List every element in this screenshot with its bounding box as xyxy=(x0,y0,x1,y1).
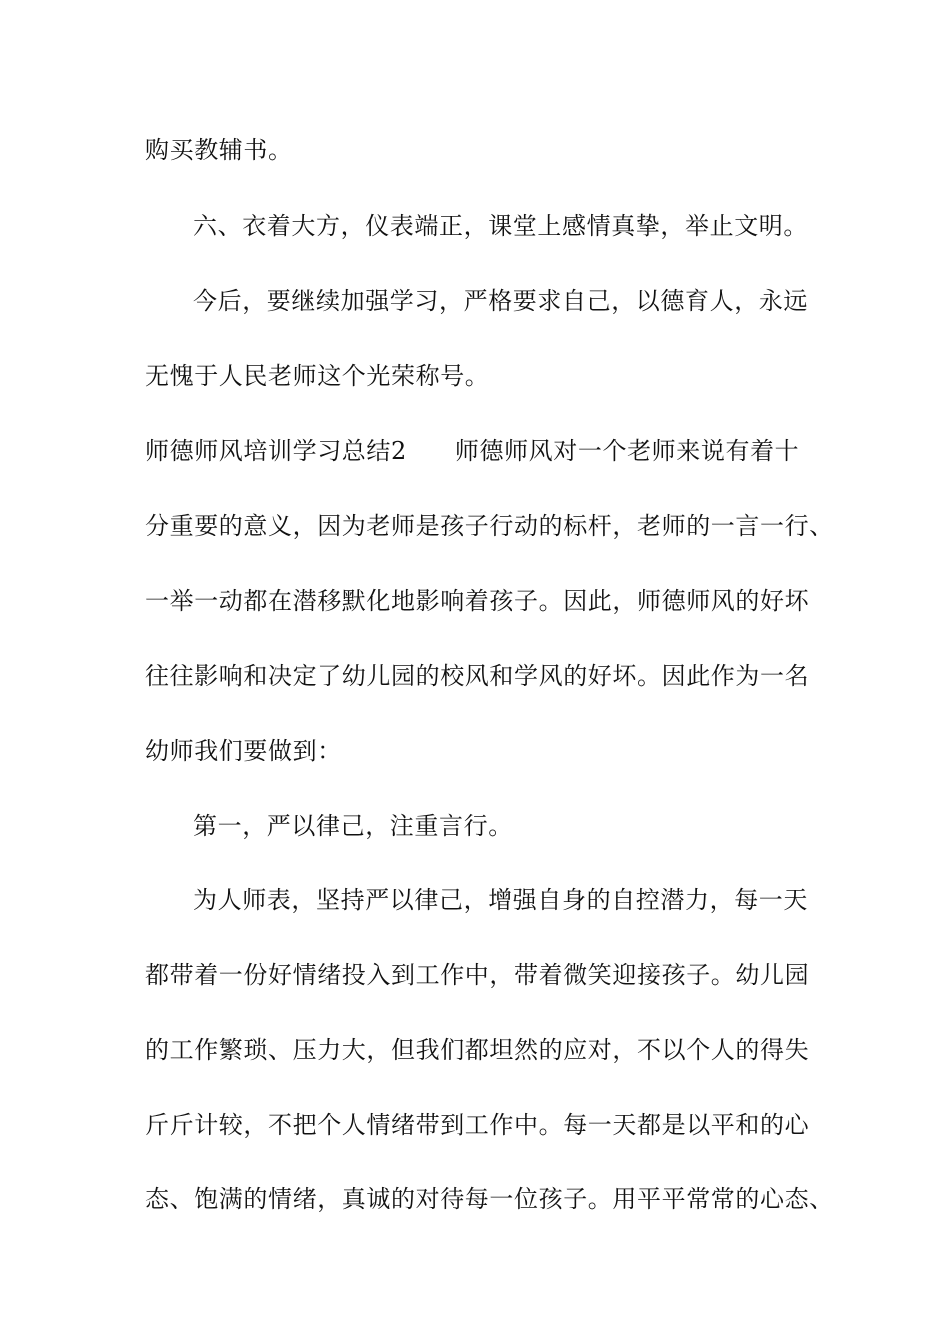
paragraph-line: 为人师表，坚持严以律己，增强自身的自控潜力，每一天 xyxy=(193,886,808,914)
paragraph-line: 购买教辅书。 xyxy=(145,136,293,164)
paragraph-line: 幼师我们要做到： xyxy=(145,737,342,765)
section-heading: 师德师风培训学习总结2 xyxy=(145,437,407,465)
paragraph-line: 分重要的意义，因为老师是孩子行动的标杆，老师的一言一行、 xyxy=(145,512,834,540)
paragraph-line: 都带着一份好情绪投入到工作中，带着微笑迎接孩子。幼儿园 xyxy=(145,961,810,989)
section-lead-text: 师德师风对一个老师来说有着十 xyxy=(454,437,800,465)
paragraph-line: 往往影响和决定了幼儿园的校风和学风的好坏。因此作为一名 xyxy=(145,662,810,690)
paragraph-line: 第一，严以律己，注重言行。 xyxy=(193,812,513,840)
paragraph-line: 无愧于人民老师这个光荣称号。 xyxy=(145,362,490,390)
section-heading-line xyxy=(145,436,799,466)
paragraph-line: 态、饱满的情绪，真诚的对待每一位孩子。用平平常常的心态、 xyxy=(145,1185,834,1213)
paragraph-line: 斤斤计较，不把个人情绪带到工作中。每一天都是以平和的心 xyxy=(145,1111,810,1139)
paragraph-line: 的工作繁琐、压力大，但我们都坦然的应对，不以个人的得失 xyxy=(145,1036,810,1064)
paragraph-line: 今后，要继续加强学习，严格要求自己，以德育人，永远 xyxy=(193,287,808,315)
paragraph-line: 一举一动都在潜移默化地影响着孩子。因此，师德师风的好坏 xyxy=(145,587,810,615)
paragraph-line: 六、衣着大方，仪表端正，课堂上感情真挚，举止文明。 xyxy=(193,212,808,240)
